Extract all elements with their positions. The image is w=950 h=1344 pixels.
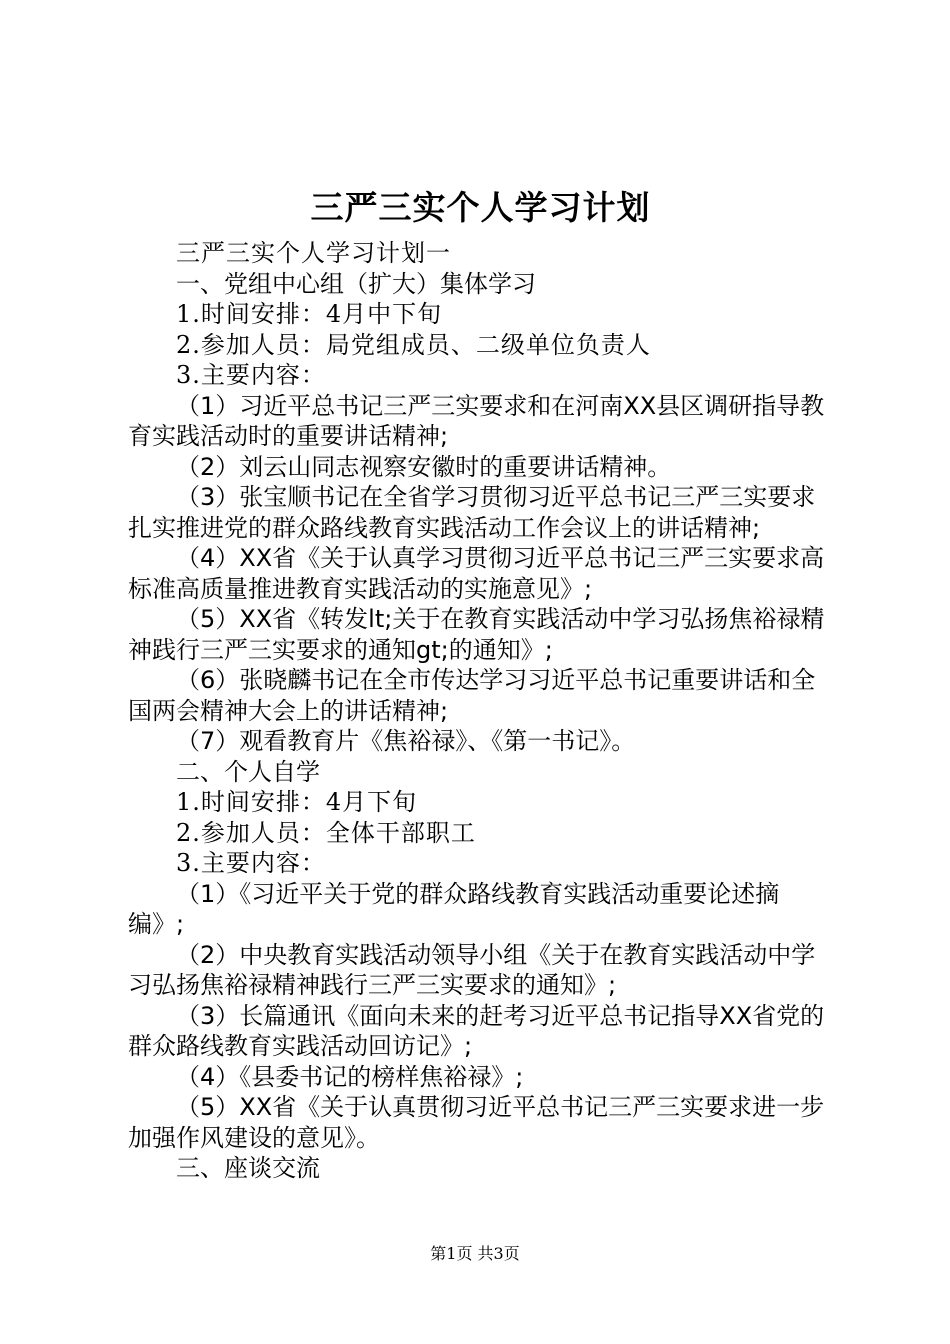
page-footer: 第1页 共3页 bbox=[430, 1244, 520, 1263]
list-item: （3）张宝顺书记在全省学习贯彻习近平总书记三严三实要求扎实推进党的群众路线教育实践活动工作会议上的讲话精神; bbox=[128, 483, 816, 542]
paragraph-content-label-2: 3.主要内容： bbox=[176, 849, 326, 877]
list-item: （1）《习近平关于党的群众路线教育实践活动重要论述摘编》; bbox=[128, 879, 780, 938]
paragraph-plan-subtitle: 三严三实个人学习计划一 bbox=[176, 239, 451, 267]
paragraph-content-label-1: 3.主要内容： bbox=[176, 361, 326, 389]
list-item: （4）XX省《关于认真学习贯彻习近平总书记三严三实要求高标准高质量推进教育实践活动的实施意见》; bbox=[128, 544, 825, 603]
paragraph-participants-1: 2.参加人员：局党组成员、二级单位负责人 bbox=[176, 330, 651, 359]
list-item: （5）XX省《关于认真贯彻习近平总书记三严三实要求进一步加强作风建设的意见》。 bbox=[128, 1093, 825, 1152]
list-item: （7）观看教育片《焦裕禄》、《第一书记》。 bbox=[176, 727, 636, 755]
paragraph-time-2: 1.时间安排：4月下旬 bbox=[176, 788, 418, 816]
list-item: （6）张晓麟书记在全市传达学习习近平总书记重要讲话和全国两会精神大会上的讲话精神; bbox=[128, 666, 816, 725]
list-item: （4）《县委书记的榜样焦裕禄》; bbox=[176, 1062, 524, 1091]
section-heading-3: 三、座谈交流 bbox=[176, 1154, 320, 1182]
list-item: （5）XX省《转发lt;关于在教育实践活动中学习弘扬焦裕禄精神践行三严三实要求的通知gt;的通知》; bbox=[128, 605, 825, 664]
paragraph-participants-2: 2.参加人员：全体干部职工 bbox=[176, 818, 476, 847]
list-item: （2）中央教育实践活动领导小组《关于在教育实践活动中学习弘扬焦裕禄精神践行三严三实要求的通知》; bbox=[128, 940, 816, 999]
list-item: （1）习近平总书记三严三实要求和在河南XX县区调研指导教育实践活动时的重要讲话精神; bbox=[128, 391, 825, 450]
section-heading-1: 一、党组中心组（扩大）集体学习 bbox=[176, 269, 536, 298]
section-heading-2: 二、个人自学 bbox=[176, 757, 320, 786]
document-page bbox=[128, 180, 833, 1184]
paragraph-time-1: 1.时间安排：4月中下旬 bbox=[176, 300, 443, 328]
document-title: 三严三实个人学习计划 bbox=[310, 188, 651, 227]
list-item: （3）长篇通讯《面向未来的赶考习近平总书记指导XX省党的群众路线教育实践活动回访记》; bbox=[128, 1001, 825, 1060]
list-item: （2）刘云山同志视察安徽时的重要讲话精神。 bbox=[176, 452, 672, 481]
